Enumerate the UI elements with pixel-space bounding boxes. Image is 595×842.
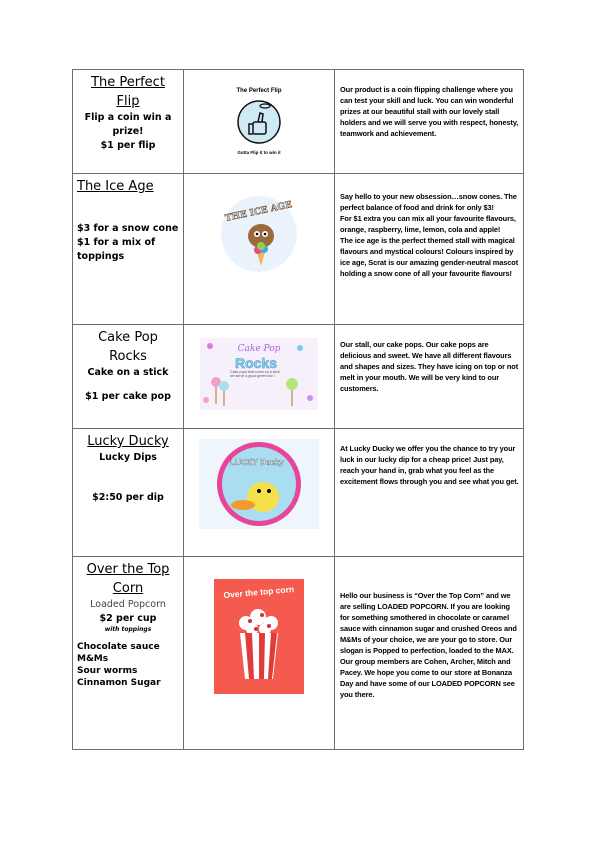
stall-description [335, 70, 523, 139]
stall-description-cell [335, 429, 524, 557]
stall-price: $2:50 per dip [92, 492, 164, 503]
logo-title: LUCKY Ducky [230, 458, 284, 467]
topping-item: M&Ms [77, 654, 109, 664]
table-row [73, 174, 524, 325]
logo-title: Over the top corn [223, 583, 295, 601]
stall-tagline: Lucky Dips [99, 452, 157, 463]
description-paragraph: Hello our business is “Over the Top Corn” and we are selling LOADED POPCORN. If you are looking for something smothered in chocolate or caramel sauce with cinnamon sugar and crushed Oreos and M&Ms of your choice, we are your go to store. Our slogan is Popped to perfection, loaded to the MAX. Our group members are Cohen, Archer, Mitch and Pacey. We hope you come to our store at Bonanza Day and have some of our LOADED POPCORN see you there. [340, 591, 517, 699]
logo-title: Cake Pop [237, 344, 281, 354]
scrat-snow-cone-icon [213, 194, 305, 274]
table-row [73, 70, 524, 174]
description-paragraph: Our product is a coin flipping challenge where you can test your skill and luck. You can win wonderful prizes at our beautiful stall with our lovely stall holders and we will serve you with respect, honesty, teamwork and achievement. [340, 85, 519, 138]
stall-description-cell [335, 557, 524, 750]
stall-price-extra: $1 for a mix of toppings [77, 237, 156, 262]
description-paragraph: Say hello to your new obsession…snow cones. The perfect balance of food and drink for only $3! [340, 192, 517, 212]
logo-title-2: Rocks [234, 355, 278, 371]
stall-name: The Perfect Flip [91, 75, 165, 109]
description-paragraph: Our stall, our cake pops. Our cake pops are delicious and sweet. We have all different flavours and shapes and sizes. They have icing on top or not melt in your mouth. We will be very kind to our customers. [340, 340, 519, 393]
logo-title: The Perfect Flip [236, 88, 282, 94]
logo-tagline: Gotta Flip it to win it [237, 150, 281, 155]
stall-info-cell [73, 174, 184, 325]
table-row [73, 429, 524, 557]
stall-tagline: Loaded Popcorn [90, 599, 166, 610]
stall-name: Cake Pop Rocks [98, 330, 158, 364]
cake-pops-icon [200, 338, 318, 410]
stall-description [335, 429, 523, 487]
table-row [73, 557, 524, 750]
topping-item: Chocolate sauce [77, 642, 160, 652]
stall-description-cell [335, 325, 524, 429]
stall-price: $3 for a snow cone [77, 223, 179, 234]
stalls-table [72, 69, 524, 750]
stall-name: The Ice Age [77, 179, 154, 194]
stall-description-cell [335, 174, 524, 325]
stall-price: $1 per flip [100, 140, 156, 151]
stall-price-note: with toppings [104, 626, 152, 633]
stall-name: Over the Top Corn [86, 562, 170, 596]
table-row [73, 325, 524, 429]
topping-item: Sour worms [77, 666, 138, 676]
stall-description [335, 325, 523, 394]
thumbs-up-coin-icon [228, 82, 290, 160]
stall-logo-cell [184, 557, 335, 750]
stall-price: $2 per cup [99, 613, 157, 624]
description-paragraph: At Lucky Ducky we offer you the chance to try your luck in our lucky dip for a cheap price! Just pay, reach your hand in, grab what you feel as the excitement flows through you and see what you get. [340, 444, 519, 486]
stall-info-cell [73, 325, 184, 429]
logo-caption: Cake pops that rocks on a stick we serve a good green lolc ! [230, 370, 280, 379]
stall-logo-cell [184, 70, 335, 174]
stall-tagline: Flip a coin win a prize! [84, 112, 172, 137]
stall-description [335, 174, 523, 279]
duck-icon [199, 439, 319, 529]
description-paragraph: For $1 extra you can mix all your favourite flavours, orange, raspberry, lime, lemon, cola and apple! [340, 214, 516, 234]
description-paragraph: The ice age is the perfect themed stall with magical flavours and mystical colours! Colours inspired by ice age, Scrat is our amazing gender-neutral mascot holding a snow cone of all your favourite flavours! [340, 236, 519, 278]
stall-description [335, 557, 523, 700]
stall-description-cell [335, 70, 524, 174]
stall-info-cell [73, 429, 184, 557]
stall-info-cell [73, 557, 184, 750]
topping-item: Cinnamon Sugar [77, 678, 161, 688]
stall-info-cell [73, 70, 184, 174]
stall-logo-cell [184, 429, 335, 557]
stall-logo-cell [184, 325, 335, 429]
popcorn-bucket-icon [214, 579, 304, 694]
stall-name: Lucky Ducky [87, 434, 169, 449]
stall-tagline: Cake on a stick [87, 367, 169, 378]
logo-title: THE ICE AGE [224, 200, 293, 225]
stall-price: $1 per cake pop [85, 391, 171, 402]
stall-logo-cell [184, 174, 335, 325]
